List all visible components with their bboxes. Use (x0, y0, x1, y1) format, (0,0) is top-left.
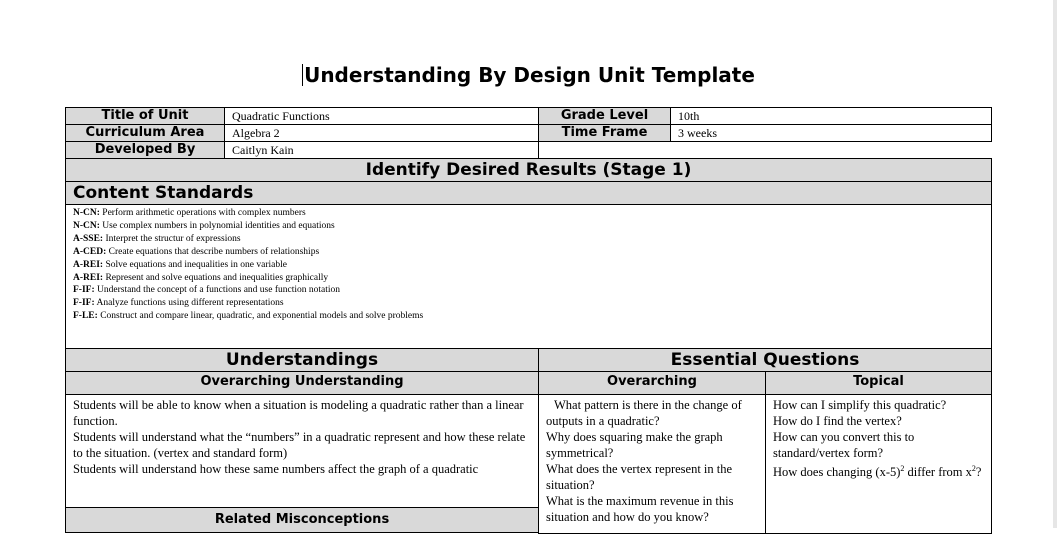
standard-item (73, 272, 991, 285)
curriculum-area-value[interactable]: Algebra 2 (224, 124, 539, 142)
understanding-line: Students will be able to know when a situation is modeling a quadratic rather than a linear function. (73, 398, 524, 428)
understandings-heading: Understandings (65, 348, 539, 372)
standard-text: Represent and solve equations and inequalities graphically (105, 272, 329, 283)
standard-code: F-IF: (73, 298, 95, 309)
standard-item (73, 207, 991, 220)
standard-code: A-SSE: (73, 233, 104, 244)
essential-questions-heading: Essential Questions (538, 348, 992, 372)
standard-code: N-CN: (73, 208, 100, 218)
standard-code: A-REI: (73, 272, 104, 283)
standard-text: Construct and compare linear, quadratic, and exponential models and solve problems (100, 311, 424, 322)
grade-level-value[interactable]: 10th (670, 107, 992, 125)
text-cursor (302, 64, 303, 86)
curriculum-area-label: Curriculum Area (65, 124, 225, 142)
standard-code: A-CED: (73, 246, 107, 257)
overarching-understanding-label: Overarching Understanding (65, 371, 539, 395)
standard-item (73, 297, 991, 310)
overarching-understanding-text[interactable] (65, 394, 539, 508)
standard-text: Analyze functions using different representations (96, 298, 284, 309)
grade-level-label: Grade Level (538, 107, 671, 125)
standard-code: F-IF: (73, 285, 95, 296)
standard-text: Use complex numbers in polynomial identities and equations (102, 220, 335, 231)
content-standards-list[interactable] (65, 204, 992, 349)
content-standards-heading: Content Standards (65, 181, 992, 205)
standard-item (73, 246, 991, 259)
standard-item (73, 310, 991, 323)
standard-code: F-LE: (73, 311, 98, 322)
standard-text: Perform arithmetic operations with complex numbers (102, 208, 306, 218)
standard-text: Understand the concept of a functions and use function notation (97, 285, 340, 296)
question-line: What pattern is there in the change of outputs in a quadratic? (546, 398, 742, 428)
developed-by-label: Developed By (65, 141, 225, 159)
overarching-questions-label: Overarching (538, 371, 766, 395)
topical-questions-text[interactable] (765, 394, 992, 534)
title-of-unit-value[interactable]: Quadratic Functions (224, 107, 539, 125)
standard-code: N-CN: (73, 220, 100, 231)
document-title[interactable]: Understanding By Design Unit Template (304, 63, 755, 87)
time-frame-label: Time Frame (538, 124, 671, 142)
question-line: How can you convert this to standard/vertex form? (773, 430, 915, 460)
standard-item (73, 259, 991, 272)
question-line: What is the maximum revenue in this situation and how do you know? (546, 494, 734, 524)
standard-item (73, 284, 991, 297)
title-of-unit-label: Title of Unit (65, 107, 225, 125)
question-line: How do I find the vertex? (773, 414, 902, 428)
stage1-heading: Identify Desired Results (Stage 1) (65, 158, 992, 182)
related-misconceptions-label: Related Misconceptions (65, 507, 539, 533)
question-line: How can I simplify this quadratic? (773, 398, 947, 412)
question-line: How does changing $(x-5)^2$ differ from $x^2$? (773, 464, 982, 480)
standard-text: Solve equations and inequalities in one variable (105, 259, 287, 270)
standard-item (73, 233, 991, 246)
understanding-line: Students will understand how these same numbers affect the graph of a quadratic (73, 462, 479, 476)
standard-text: Interpret the structur of expressions (105, 233, 241, 244)
overarching-questions-text[interactable] (538, 394, 766, 534)
standard-text: Create equations that describe numbers of relationships (108, 246, 320, 257)
question-line: What does the vertex represent in the situation? (546, 462, 733, 492)
standard-code: A-REI: (73, 259, 104, 270)
understanding-line: Students will understand what the “numbers” in a quadratic represent and how these relate to the situation. (vertex and standard form) (73, 430, 526, 460)
question-line: Why does squaring make the graph symmetrical? (546, 430, 723, 460)
standard-item (73, 220, 991, 233)
topical-questions-label: Topical (765, 371, 992, 395)
developed-by-value[interactable]: Caitlyn Kain (224, 141, 539, 159)
time-frame-value[interactable]: 3 weeks (670, 124, 992, 142)
